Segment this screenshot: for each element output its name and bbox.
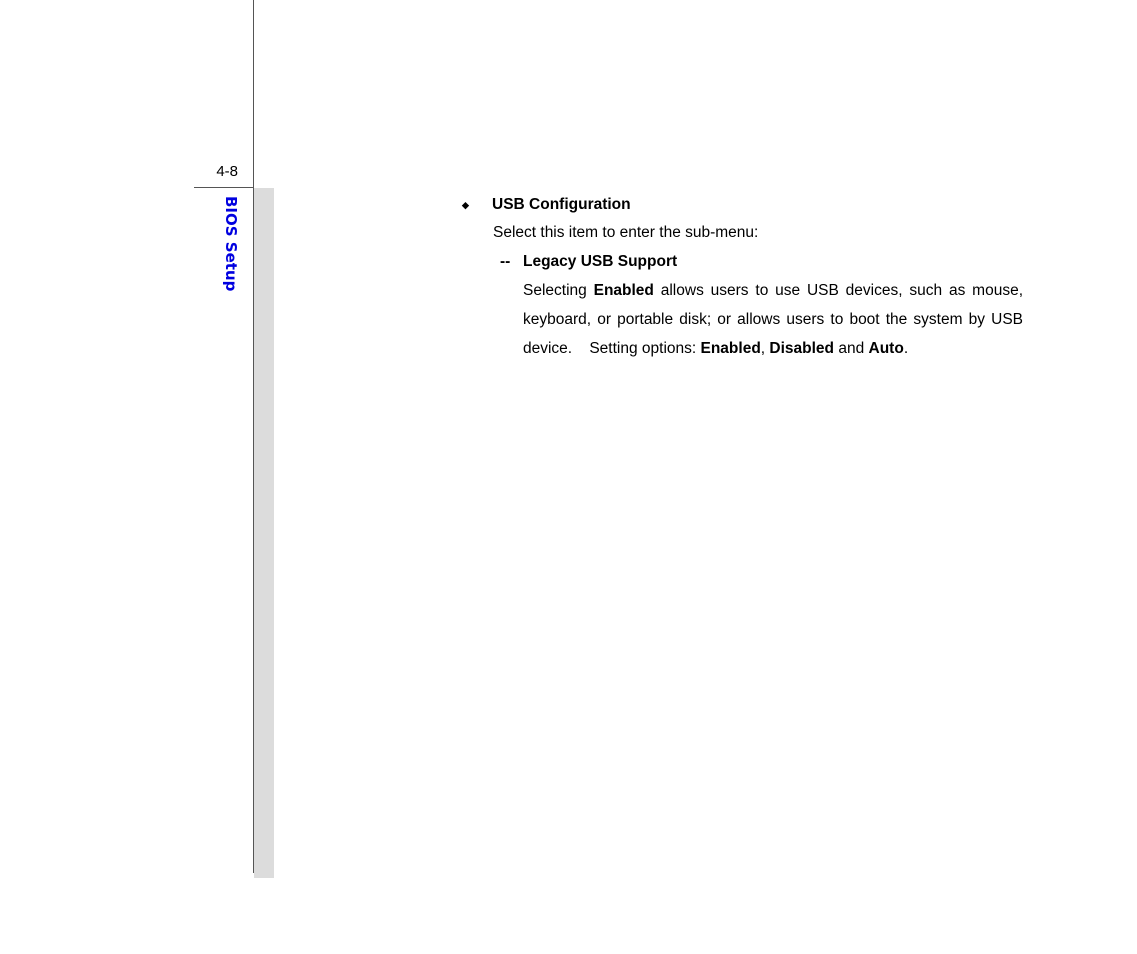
item-title: USB Configuration	[492, 196, 631, 213]
option-disabled: Disabled	[769, 340, 835, 357]
desc-bold-enabled: Enabled	[593, 282, 654, 299]
bullet-item	[460, 194, 1025, 216]
diamond-bullet-icon: ◆	[462, 200, 469, 210]
sub-item-description	[523, 276, 1028, 363]
option-separator-2: and	[834, 340, 869, 357]
option-enabled: Enabled	[700, 340, 761, 357]
sub-item-dash: --	[500, 253, 511, 270]
header-rule	[194, 187, 254, 188]
page-number: 4-8	[216, 163, 238, 180]
desc-end: .	[903, 340, 909, 357]
option-auto: Auto	[868, 340, 904, 357]
section-title: BIOS Setup	[222, 196, 240, 292]
desc-text-2: allows users to use USB devices, such as mouse, keyboard, or portable disk; or allows users to boot the system by USB device. Setting options:	[523, 282, 1028, 357]
option-separator-1: ,	[760, 340, 770, 357]
item-intro: Select this item to enter the sub-menu:	[493, 224, 759, 241]
desc-text-1: Selecting	[523, 282, 594, 299]
main-content	[460, 194, 1028, 363]
sub-item	[460, 251, 1025, 273]
margin-gray-bar	[254, 188, 274, 878]
sub-item-title: Legacy USB Support	[523, 253, 678, 270]
